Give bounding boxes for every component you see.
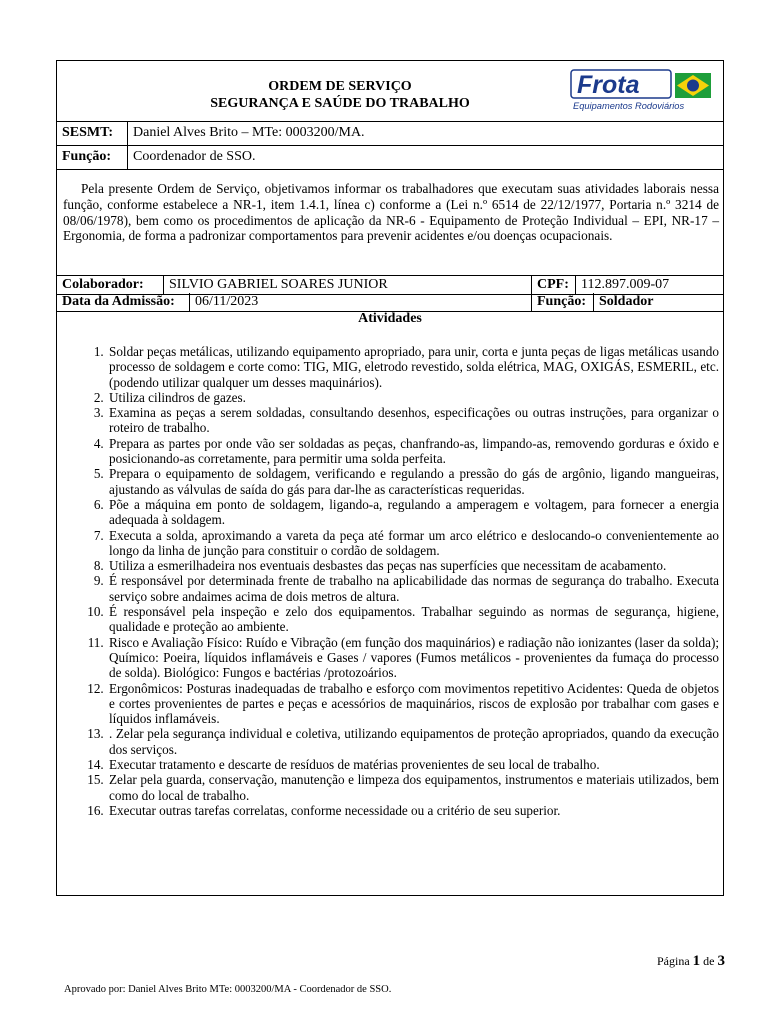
funcao-label: Função: <box>531 293 593 311</box>
logo-tagline-text: Equipamentos Rodoviários <box>573 101 685 111</box>
list-item: 9. É responsável por determinada frente de trabalho na aplicabilidade das normas de segurança do trabalho. Executa serviço sobre andaimes acima de dois metros de altura. <box>107 573 719 604</box>
list-item: 14. Executar tratamento e descarte de resíduos de matérias provenientes de seu local de trabalho. <box>107 757 719 772</box>
title-line-2: SEGURANÇA E SAÚDE DO TRABALHO <box>210 96 470 111</box>
document-header <box>57 61 723 122</box>
page-total: 3 <box>717 953 725 969</box>
list-item: 16. Executar outras tarefas correlatas, conforme necessidade ou a critério de seu superior. <box>107 803 719 818</box>
list-item: 12. Ergonômicos: Posturas inadequadas de trabalho e esforço com movimentos repetitivo Acidentes: Queda de objetos e cortes provenientes de partes e peças e acessórios de maquinários, riscos de explosão por trabalhar com gases e líquidos inflamáveis. <box>107 681 719 727</box>
colaborador-label: Colaborador: <box>62 277 144 292</box>
list-item: 1. Soldar peças metálicas, utilizando equipamento apropriado, para unir, corta e junta peças de ligas metálicas usando processo de soldagem e corte como: TIG, MIG, eletrodo revestido, solda elétrica, MAG, OXIGÁS, ESMERIL, etc. (podendo utilizar qualquer um desses maquinários). <box>107 344 719 390</box>
admissao-label: Data da Admissão: <box>62 294 175 309</box>
page-middle: de <box>703 954 715 968</box>
list-item: 13. . Zelar pela segurança individual e coletiva, utilizando equipamentos de proteção apropriados, quando da execução dos serviços. <box>107 726 719 757</box>
page-number <box>657 953 725 970</box>
admissao-row <box>57 293 723 312</box>
atividades-list <box>57 344 719 818</box>
list-item: 8. Utiliza a esmerilhadeira nos eventuais desbastes das peças nas superfícies que necessitam de acabamento. <box>107 558 719 573</box>
list-item: 2. Utiliza cilindros de gazes. <box>107 390 719 405</box>
approval-footer: Aprovado por: Daniel Alves Brito MTe: 0003200/MA - Coordenador de SSO. <box>64 984 392 995</box>
atividades-title: Atividades <box>358 311 422 326</box>
funcao-value: Soldador <box>593 293 723 311</box>
funcao-top-label: Função: <box>62 149 111 164</box>
title-line-1: ORDEM DE SERVIÇO <box>268 79 412 94</box>
document-title <box>57 78 623 112</box>
frota-logo <box>567 64 717 114</box>
logo-brand-text: Frota <box>577 71 640 99</box>
funcao-top-value: Coordenador de SSO. <box>127 145 723 169</box>
sesmt-label: SESMT: <box>62 125 114 140</box>
sesmt-row <box>57 121 723 146</box>
list-item: 5. Prepara o equipamento de soldagem, verificando e regulando a pressão do gás de argônio, ligando mangueiras, ajustando as válvulas de saída do gás para dar-lhe as características requeridas. <box>107 466 719 497</box>
list-item: 11. Risco e Avaliação Físico: Ruído e Vibração (em função dos maquinários) e radiação não ionizantes (laser da solda); Químico: Poeira, líquidos inflamáveis e Gases / vapores (Fumos metálicos - provenientes da fumaça do processo de solda). Biológico: Fungos e bactérias /protozoários. <box>107 635 719 681</box>
list-item: 15. Zelar pela guarda, conservação, manutenção e limpeza dos equipamentos, instrumentos e materiais utilizados, bem como do local de trabalho. <box>107 772 719 803</box>
admissao-value: 06/11/2023 <box>189 293 531 311</box>
page-current: 1 <box>692 953 701 969</box>
list-item: 6. Põe a máquina em ponto de soldagem, ligando-a, regulando a amperagem e voltagem, para fornecer a energia adequada à soldagem. <box>107 497 719 528</box>
colaborador-value: SILVIO GABRIEL SOARES JUNIOR <box>163 276 531 294</box>
document-frame <box>56 60 724 896</box>
cpf-value: 112.897.009-07 <box>575 276 723 294</box>
list-item: 3. Examina as peças a serem soldadas, consultando desenhos, especificações ou outras instruções, para organizar o roteiro de trabalho. <box>107 405 719 436</box>
list-item: 4. Prepara as partes por onde vão ser soldadas as peças, chanfrando-as, limpando-as, removendo gorduras e óxido e posicionando-as corretamente, para permitir uma solda perfeita. <box>107 436 719 467</box>
page-prefix: Página <box>657 954 690 968</box>
colaborador-row <box>57 275 723 295</box>
funcao-top-row <box>57 145 723 170</box>
cpf-label: CPF: <box>531 276 575 294</box>
list-item: 10. É responsável pela inspeção e zelo dos equipamentos. Trabalhar seguindo as normas de segurança, higiene, qualidade e proteção ao ambiente. <box>107 604 719 635</box>
list-item: 7. Executa a solda, aproximando a vareta da peça até formar um arco elétrico e deslocando-o convenientemente ao longo da linha de junção para constituir o cordão de soldagem. <box>107 528 719 559</box>
sesmt-value: Daniel Alves Brito – MTe: 0003200/MA. <box>127 121 723 145</box>
intro-paragraph: Pela presente Ordem de Serviço, objetivamos informar os trabalhadores que executam suas atividades laborais nessa função, conforme estabelece a NR-1, item 1.4.1, línea c) conforme a (Lei n.º 6514 de 22/12/1977, Portaria n.º 3214 de 08/06/1978), bem como os procedimentos de aplicação da NR-6 - Equipamento de Proteção Individual – EPI, NR-17 – Ergonomia, de forma a padronizar comportamentos para prevenir acidentes e/ou doenças ocupacionais. <box>63 181 719 244</box>
